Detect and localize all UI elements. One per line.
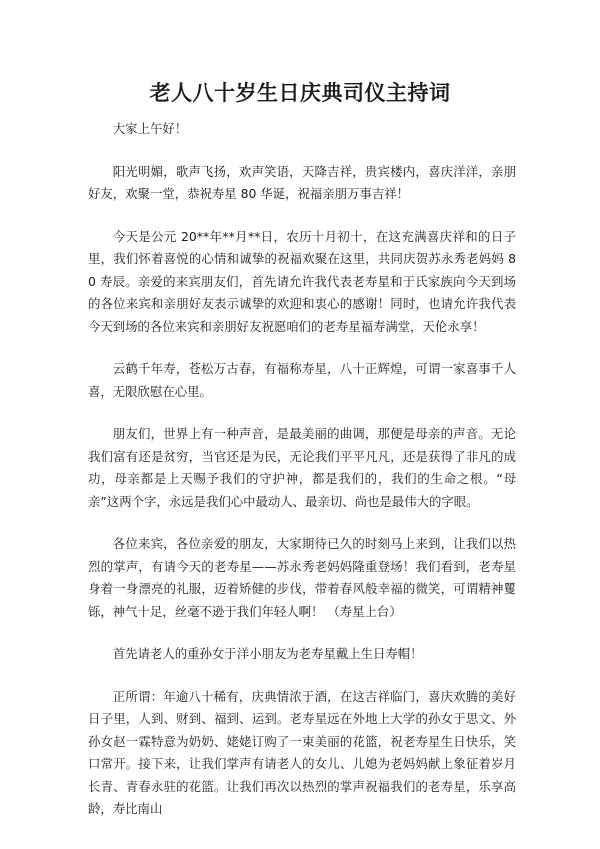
paragraph-birthday-hat: 首先请老人的重孙女于洋小朋友为老寿星戴上生日寿帽！ [112,646,423,661]
document-title: 老人八十岁生日庆典司仪主持词 [149,81,451,105]
paragraph-greeting: 大家上午好！ [112,121,188,136]
paragraph-entrance: 各位来宾，各位亲爱的朋友，大家期待已久的时刻马上来到，让我们以热烈的掌声，有请今天的老寿星——苏永秀老妈妈隆重登场！我们看到，老寿星身着一身漂亮的礼服，迈着矫健的步伐，带着春风般幸福的微笑，可谓精神矍铄，神气十足，丝毫不逊于我们年轻人啊！ （寿星上台） [88,536,516,619]
paragraph-opening: 阳光明媚，歌声飞扬，欢声笑语，天降吉祥，贵宾楼内，喜庆洋洋，亲朋好友，欢聚一堂，恭祝寿星 80 华诞，祝福亲朋万事吉祥！ [88,163,516,201]
document-body [88,118,516,821]
paragraph-flower-basket: 正所谓：年逾八十稀有，庆典情浓于酒，在这吉祥临门，喜庆欢腾的美好日子里，人到、财到、福到、运到。老寿星远在外地上大学的孙女于思文、外孙女赵一霖特意为奶奶、姥姥订购了一束美丽的花篮，祝老寿星生日快乐，笑口常开。接下来，让我们掌声有请老人的女儿、儿媳为老妈妈献上象征着岁月长青、青春永驻的花篮。让我们再次以热烈的掌声祝福我们的老寿星，乐享高龄，寿比南山 [88,688,516,816]
paragraph-welcome: 今天是公元 20**年**月**日，农历十月初十，在这充满喜庆祥和的日子里，我们怀着喜悦的心情和诚挚的祝福欢聚在这里，共同庆贺苏永秀老妈妈 80 寿辰。亲爱的来宾朋友们，首先请允许我代表老寿星和于氏家族向今天到场的各位来宾和亲朋好友表示诚挚的欢迎和衷心的感谢！同时，也请允许我代表今天到场的各位来宾和亲朋好友祝愿咱们的老寿星福寿满堂，天伦永享！ [88,228,516,334]
paragraph-mother: 朋友们，世界上有一种声音，是最美丽的曲调，那便是母亲的声音。无论我们富有还是贫穷，当官还是为民，无论我们平平凡凡，还是获得了非凡的成功，母亲都是上天赐予我们的守护神，都是我们的，我们的生命之根。“母亲”这两个字，永远是我们心中最动人、最亲切、尚也是最伟大的字眼。 [88,426,516,509]
paragraph-blessing: 云鹤千年寿，苍松万古春，有福称寿星，八十正辉煌，可谓一家喜事千人喜，无限欣慰在心里。 [88,361,516,399]
